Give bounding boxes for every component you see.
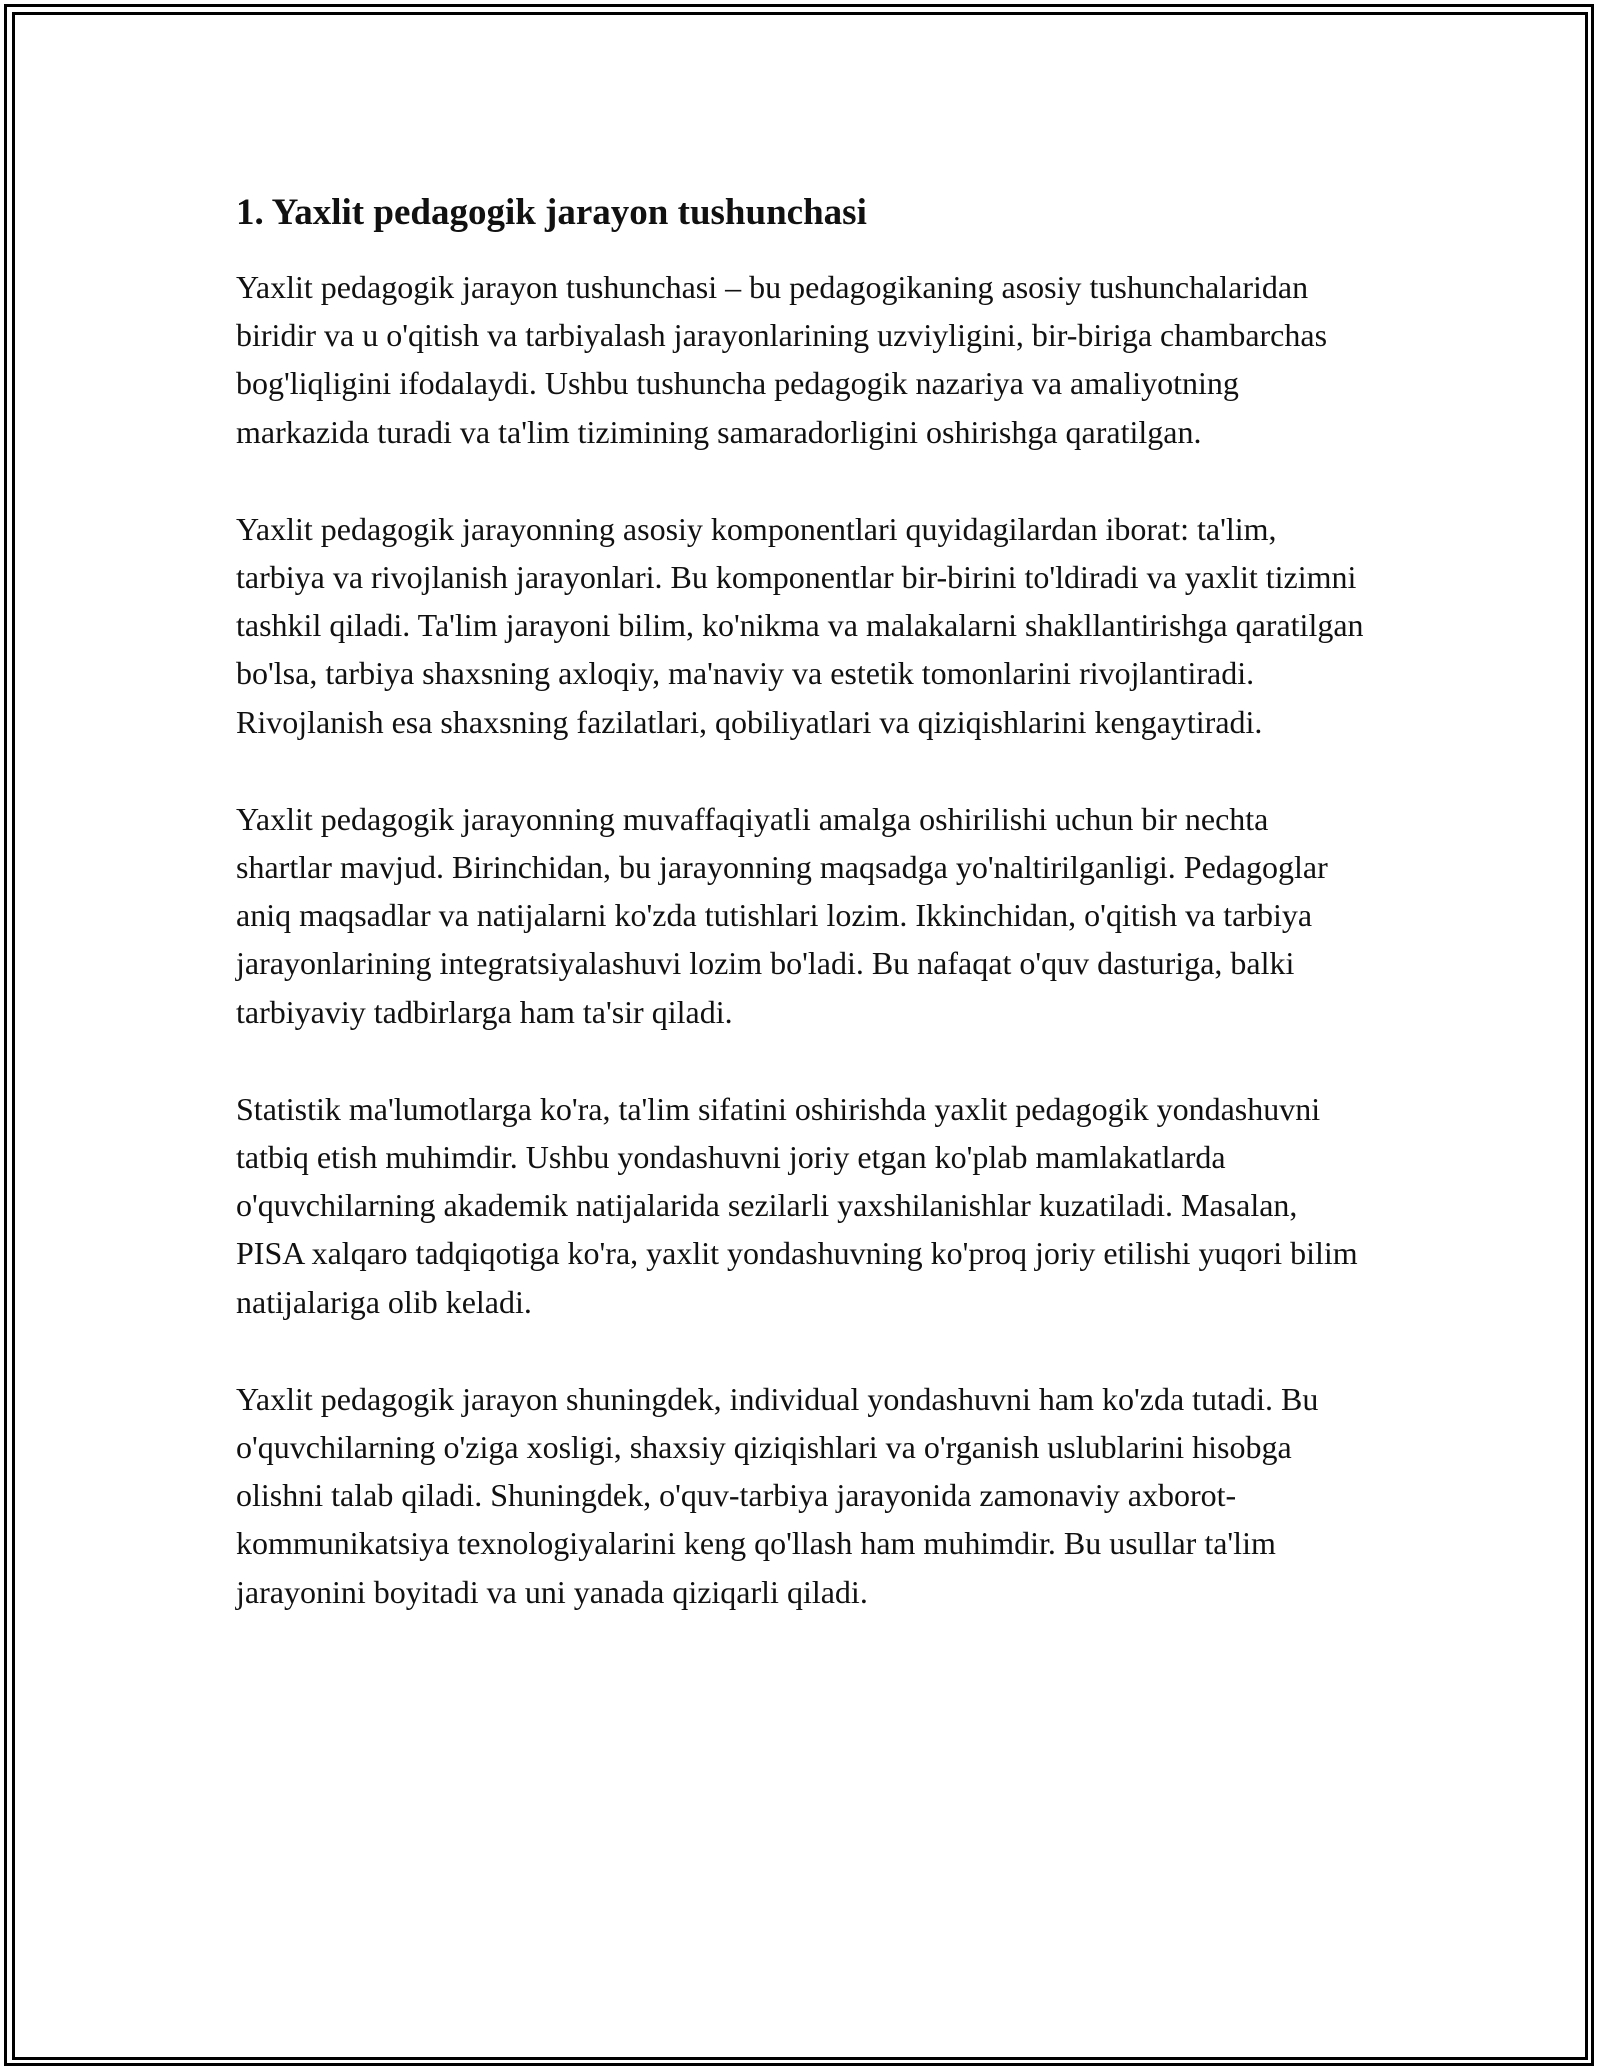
paragraph-2: Yaxlit pedagogik jarayonning asosiy komponentlari quyidagilardan iborat: ta'lim, tarbiya va rivojlanish jarayonlari. Bu komponentlar bir-birini to'ldiradi va yaxlit tizimni tashkil qiladi. Ta'lim jarayoni bilim, ko'nikma va malakalarni shakllantirishga qaratilgan bo'lsa, tarbiya shaxsning axloqiy, ma'naviy va estetik tomonlarini rivojlantiradi. Rivojlanish esa shaxsning fazilatlari, qobiliyatlari va qiziqishlarini kengaytiradi. [236,510,1364,740]
paragraph-1: Yaxlit pedagogik jarayon tushunchasi – bu pedagogikaning asosiy tushunchalaridan biridir va u o'qitish va tarbiyalash jarayonlarining uzviyligini, bir-biriga chambarchas bog'liqligini ifodalaydi. Ushbu tushuncha pedagogik nazariya va amaliyotning markazida turadi va ta'lim tizimining samaradorligini oshirishga qaratilgan. [236,269,1328,450]
paragraph-5: Yaxlit pedagogik jarayon shuningdek, individual yondashuvni ham ko'zda tutadi. Bu o'quvchilarning o'ziga xosligi, shaxsiy qiziqishlari va o'rganish uslublarini hisobga olishni talab qiladi. Shuningdek, o'quv-tarbiya jarayonida zamonaviy axborot-kommunikatsiya texnologiyalarini keng qo'llash ham muhimdir. Bu usullar ta'lim jarayonini boyitadi va uni yanada qiziqarli qiladi. [236,1380,1319,1610]
document-title: 1. Yaxlit pedagogik jarayon tushunchasi [236,192,867,233]
paragraph-3: Yaxlit pedagogik jarayonning muvaffaqiyatli amalga oshirilishi uchun bir nechta shartlar mavjud. Birinchidan, bu jarayonning maqsadga yo'naltirilganligi. Pedagoglar aniq maqsadlar va natijalarni ko'zda tutishlari lozim. Ikkinchidan, o'qitish va tarbiya jarayonlarining integratsiyalashuvi lozim bo'ladi. Bu nafaqat o'quv dasturiga, balki tarbiyaviy tadbirlarga ham ta'sir qiladi. [236,800,1328,1030]
paragraph-4: Statistik ma'lumotlarga ko'ra, ta'lim sifatini oshirishda yaxlit pedagogik yondashuvni tatbiq etish muhimdir. Ushbu yondashuvni joriy etgan ko'plab mamlakatlarda o'quvchilarning akademik natijalarida sezilarli yaxshilanishlar kuzatiladi. Masalan, PISA xalqaro tadqiqotiga ko'ra, yaxlit yondashuvning ko'proq joriy etilishi yuqori bilim natijalariga olib keladi. [236,1090,1358,1320]
document-body [236,185,1366,1665]
